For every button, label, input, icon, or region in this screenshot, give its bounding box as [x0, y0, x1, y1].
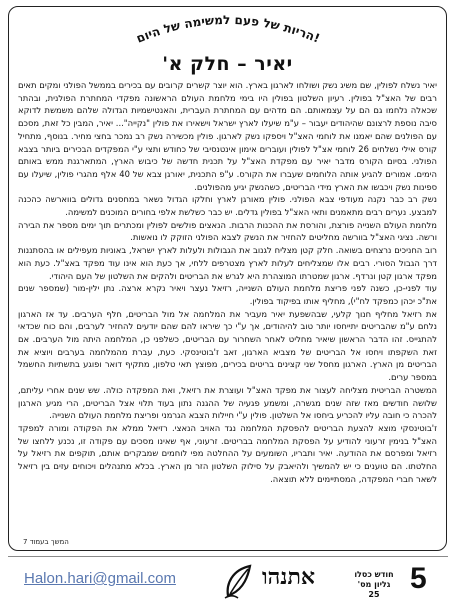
issue-month: חודש כסלו	[354, 570, 394, 579]
continued-note: המשך בעמוד 7	[23, 538, 69, 546]
svg-text:הריות של פעם למשימה של היום!	[134, 13, 322, 46]
article-body	[18, 79, 437, 486]
newsletter-logo-text: אתנהו	[262, 564, 315, 590]
article-paragraph: יאיר נשלח לפולין, שם משיג נשק ושולחו לארגון בארץ. הוא יוצר קשרים קרובים עם בכירים בממשל הפולני ומקים תאים רבים של האצ"ל בפולין. רעיון השלטון בפולין היו בימי מלחמת העולם הראשונה מפקדי המחתרת הפולנית, ובהתר שכאלה נלחמו גם הם על עצמאותם. הם מדהים עם המחתרת העברית, והאנטישמיות הגדולה שלהם משמשת לדוקא סיבה נוספת לרצונם שהיהודים יעבור – ע"מ שיעלו לארץ ישראל וישאירו את פולין "נקייה"... יאיר, המבין כל זאת, מסכם עם הפולנים שהם יאמנו את לוחמי האצ"ל ויספקו נשק לארגון. פולין מכשירה נשק רב נמכר בחצי מחיר. בנוסף, מתחיל קורס אילי נשלחים 26 לוחמי אצ"ל לפולין ועוברים אימון אינטנסיבי של כחודש ותצי ע"י המפקדים הבכירים ביותר בצבא הפולני. בסיום הקורס מדבר יאיר עם מפקדת האצ"ל על תכנית חדשה של כיבוש הארץ, המתארגנת ממש באותם הימים. אמורים להגיע אותה הלוחמים שעברו את הקורס. ע"פ התכנית, יאורגן צבא של 40 אלף מהגרי פולין, שיעלו עם ספינות נשק ויכבשו את הארץ מידי הבריטים, כשהנשק יגיע מהפולנים.	[18, 80, 438, 192]
issue-info	[352, 570, 396, 600]
article-frame	[8, 6, 447, 551]
article-title: יאיר – חלק א'	[162, 53, 293, 75]
article-paragraph: המשטרה הבריטית מצליחה לעצור את מפקד האצ"ל ועוצרת את רזיאל, ואת המפקדה כולה. שש שנים אחרי עליתם, שלושה חודשים מאז שזה שנים מגשרה, ומשמע פגעיה של ההגנה נתון בעוד תלוי אצל הבריטים, הרי מגיע הארגון להכרה כי חובה עליו להכריע ביחסו אל השלטון. פולין ע"י חיילות הצבא הגרמני ופריצת מלחמת העולם השנייה.	[18, 384, 437, 421]
page-number: 5	[410, 562, 427, 595]
article-paragraph: נשק רב כבר נקנה מעודפי צבא הפולני. פולין מאורגן לארץ וחלקו הגדול נשאר במחסנים גדולים בווארשה כהכנה למבצע. נערים רבים מתאמנים ותאי האצ"ל בפולין גדלים. יש כבר כשלשת אלפי בחורים המוכנים למשימה.	[18, 194, 437, 218]
article-paragraph: ז'בוטינסקי מוצא להצעת הבריטים להפסקת המלחמה נגד האויב הנאצי. רזיאל ממלא את הפקודה ומורה למפקד האצ"ל בנימין זרעוני להודיע על הפסקת המלחמה בבריטים. זרעוני, אף שאינו מסכים עם פקודה זו, נכנע ללחצו של רזיאל ומפרסם את ההודעה. יאיר ותבריו, השומעים על ההחלטה מפי לוחמים שמבקרים אותם, תוקפים את רזיאל על החלטתו. הם טוענים כי יש להמשיך ולהיאבק על סילוק השלטון הזר מן הארץ. בכלא מתנהלים ויכוחים עזים בין רזיאל לשאר חברי המפקדה, המסתיימים ללא תוצאה.	[18, 422, 437, 484]
article-paragraph: רוב החניכים נרצחים בשואה. חלק קטן מצליח לגנוב את הגבולות ולעלות לארץ ישראל, באוניות מעפילים או בהסתננות דרך הגבול הסורי. רבים אלו שמצליחים לעלות לארץ מצטרפים ללחי, אך כעת הוא אינו עוד מפקד באצ"ל. כעת הוא מפקד ארגון קטן ונרדף. ארגון שמטרתו המוצהרת היא לגרש את הבריטים ולהקים את השלטון של העם היהודי.	[18, 245, 437, 281]
email-link[interactable]: Halon.hari@gmail.com	[24, 570, 176, 587]
article-paragraph: עוד לפני-כן, כשנה לפני פריצת מלחמת העולם השנייה, רזיאל נעצר ויאיר נקרא ארצה. נתן ילין-מור (שמספר שנים את"כ יכהן כמפקד לח"י), מחליף אותו בפיקוד בפולין.	[18, 283, 437, 306]
leaf-logo-icon	[222, 562, 256, 600]
page-footer	[0, 556, 456, 605]
footer-divider	[8, 556, 448, 557]
article-paragraph: את רזיאל מחליף חנוך קלעי, שבהשפעת יאיר מעביר את המלחמה אל מול הבריטים, חלף הערבים. עד אז הארגון נלחם ע"מ שהבריטים יתייחסו יותר טוב להיהודים, אך ע"י כך שיראו להם שהם יודעים להחזיר לערבים, והם כוח שכדאי להתגייס. זהו הדבר הראשון שיאיר מחליט לאחר השחרור עם הבריטים, כשלפני כן, המלחמה היתה מול הערבים. אם זאת השקפתו ויחסו אל הבריטים של מצביא הארגון, זאב ז'בוטינסקי. כעת, עברת מהמלחמה בערבים ויוציא את הבריטים מן הארץ. הארגון מחסל שני קצינים בריטים בכירים, מפוצץ תאי טלפון, מתקיף דואר ופוגע בתשתיות החשמל במספר ערים.	[18, 308, 437, 383]
issue-number: גליון מס' 25	[357, 580, 391, 599]
article-paragraph: מלחמת העולם השנייה פורצת, והורסת את ההכנות הרבות. הנאצים פולשים לפולין ומכתרים תוך ימים מספר את הבירה ורשה. נציגי האצ"ל בוורשה מחליטים להחזיר את הנשק לצבא הפולני הזוקק לו נואשות.	[18, 219, 437, 243]
header-arc-text: הריות של פעם למשימה של היום!	[134, 12, 322, 46]
